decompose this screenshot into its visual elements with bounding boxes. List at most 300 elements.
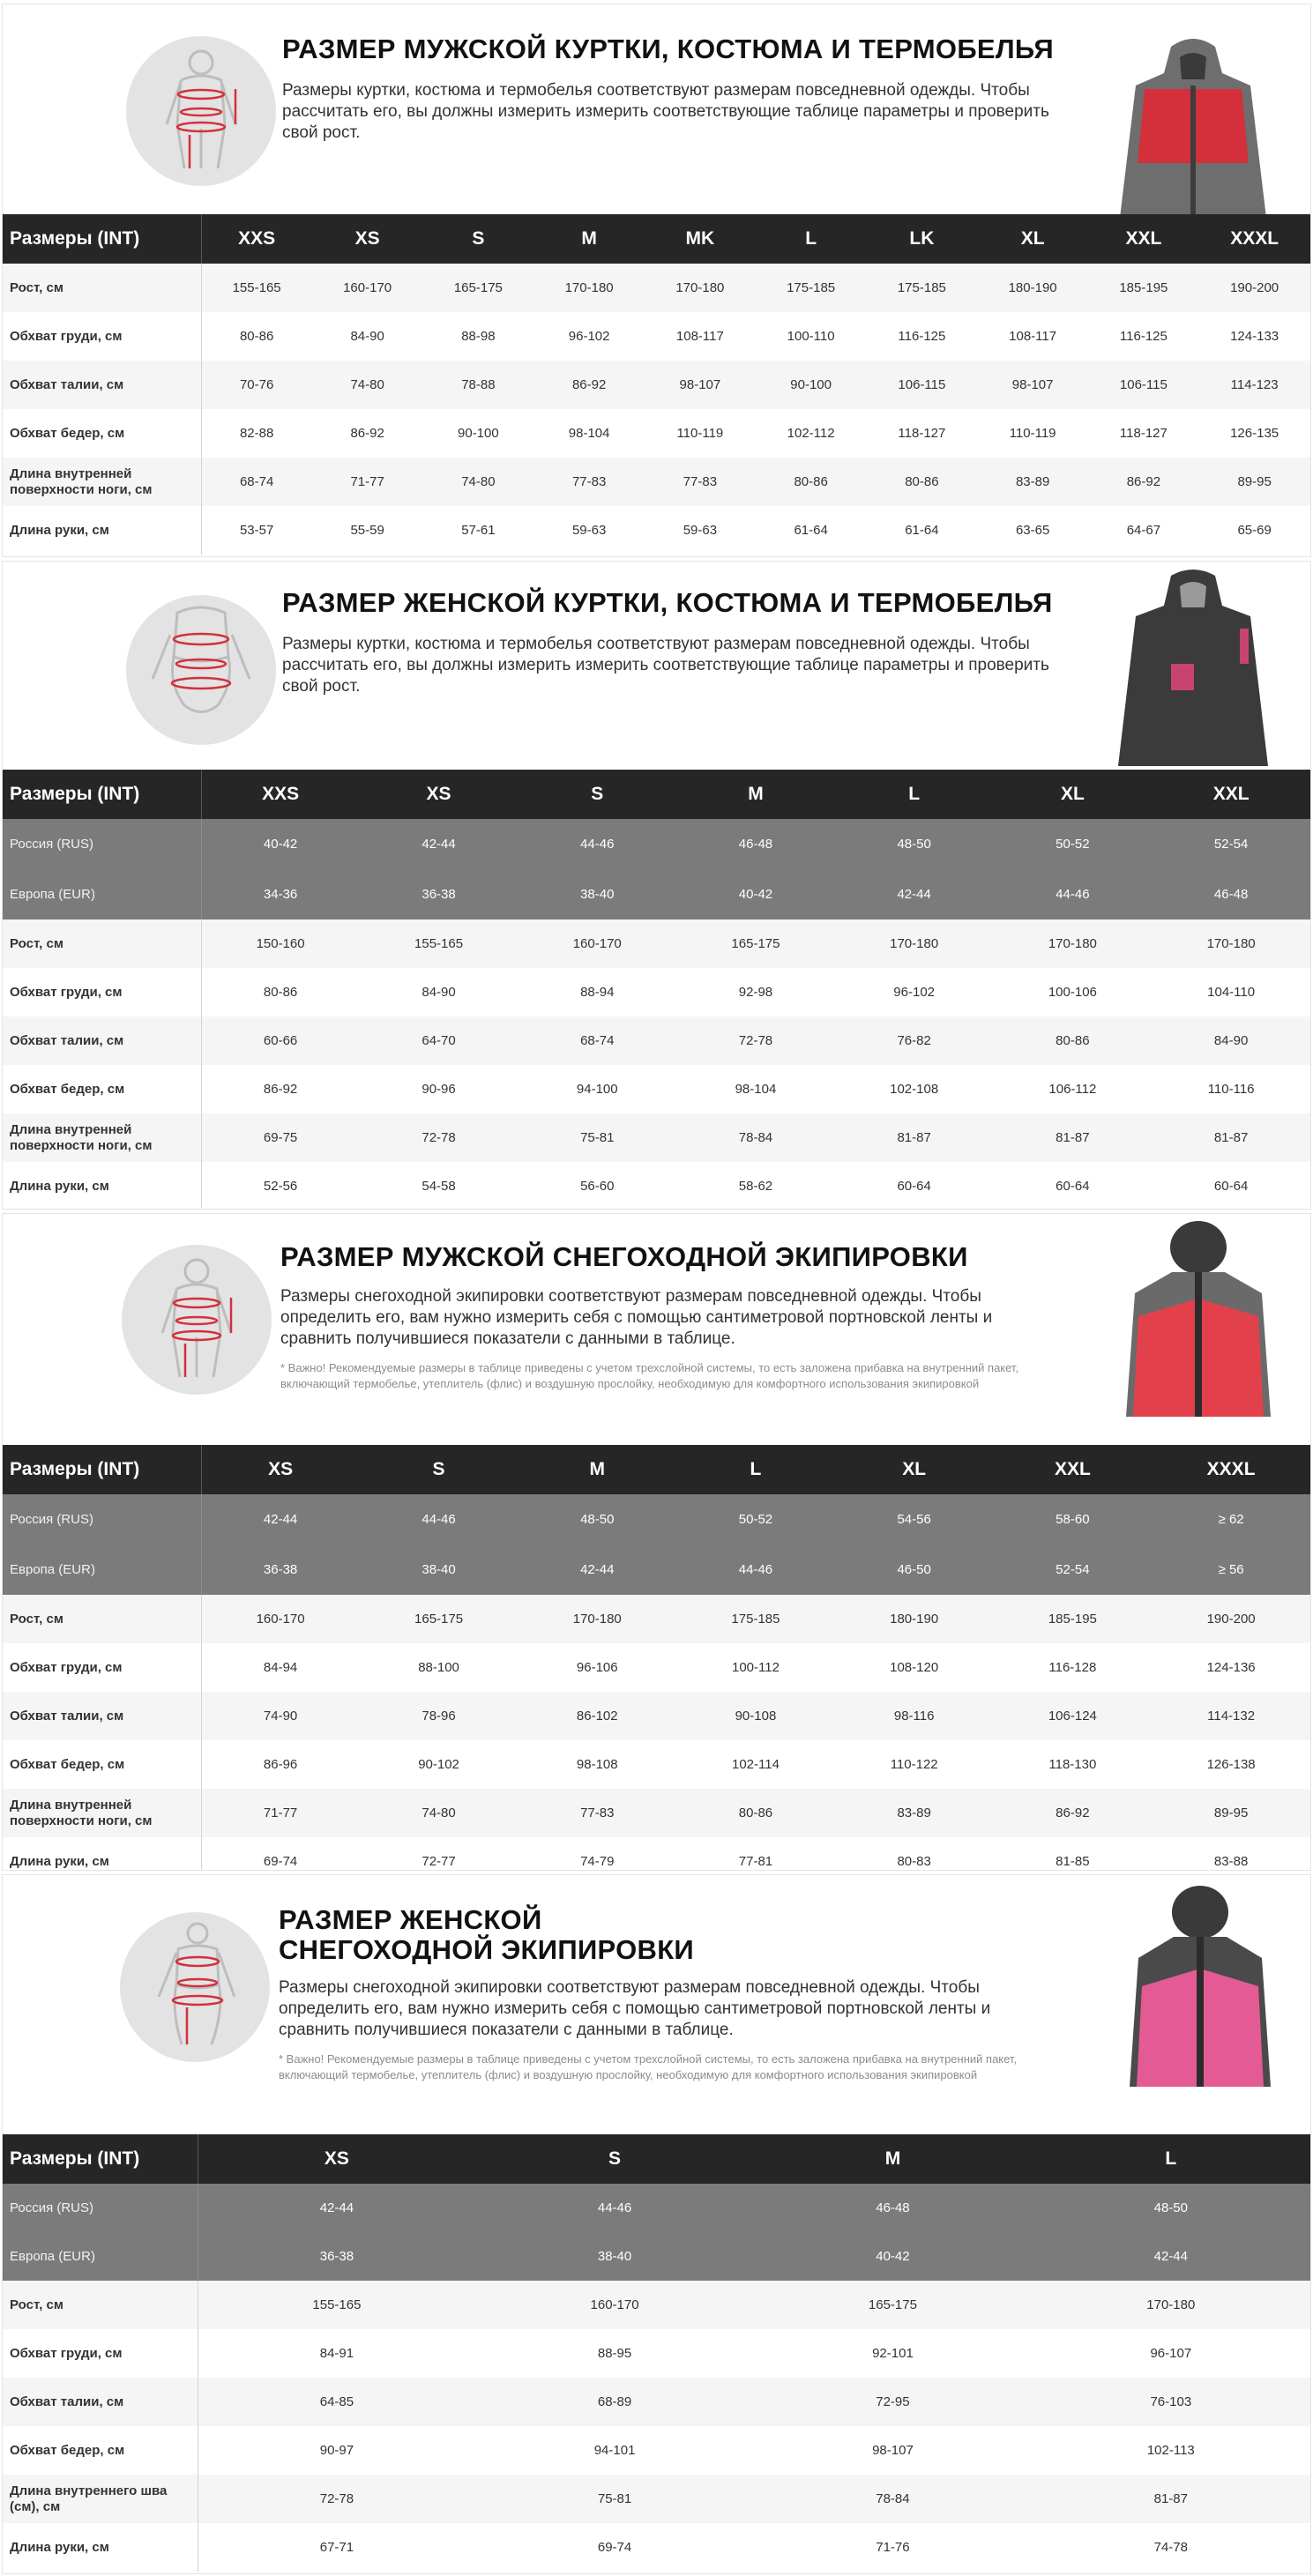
table-cell: 64-67 (1126, 523, 1161, 538)
table-cell: 190-200 (1199, 264, 1310, 312)
table-cell: 106-112 (1048, 1082, 1097, 1097)
table-cell: 110-122 (890, 1757, 938, 1772)
table-cell: 55-59 (350, 523, 384, 538)
size-header-cell: XXL (1152, 770, 1310, 819)
table-cell: 108-120 (890, 1660, 939, 1675)
table-cell: 48-50 (835, 819, 994, 869)
table-cell: 102-113 (1146, 2443, 1195, 2458)
table-cell: 170-180 (1032, 2281, 1309, 2329)
size-header-cell: XL (994, 770, 1153, 819)
table-cell: 71-77 (201, 1789, 360, 1837)
table-row (3, 2329, 1310, 2378)
table-row (3, 2426, 1310, 2475)
table-cell: 44-46 (994, 869, 1153, 919)
table-cell: 78-88 (423, 361, 534, 409)
table-cell: 86-92 (533, 361, 645, 409)
table-row (3, 1692, 1310, 1740)
table-cell: 42-44 (835, 869, 994, 919)
table-cell: 70-76 (201, 361, 312, 409)
table-cell: 86-92 (263, 1082, 298, 1097)
row-label: Длина внутренней поверхности ноги, см (3, 458, 201, 506)
table-cell: 82-88 (239, 426, 274, 441)
table-cell: 106-115 (867, 361, 978, 409)
table-cell: 44-46 (360, 1494, 518, 1545)
table-cell: 61-64 (794, 523, 828, 538)
table-cell: 155-165 (201, 264, 312, 312)
table-cell: 46-48 (676, 819, 835, 869)
table-cell: 118-127 (898, 426, 946, 441)
table-cell: 44-46 (676, 1545, 835, 1595)
size-header-cell: M (533, 214, 645, 264)
table-cell: 74-90 (201, 1692, 360, 1740)
table-cell: 92-101 (872, 2346, 914, 2361)
title-line: РАЗМЕР МУЖСКОЙ СНЕГОХОДНОЙ ЭКИПИРОВКИ (280, 1241, 968, 1272)
table-cell: 94-101 (593, 2443, 636, 2458)
section-note: * Важно! Рекомендуемые размеры в таблице приведены с учетом трехслойной системы, то есть заложена прибавка на внутренний пакет, включающий термобелье, утеплитель (флис) и воздушную прослойку, необходимую для комфортного использования экипировкой (280, 1361, 1019, 1390)
table-cell: 96-107 (1150, 2346, 1192, 2361)
table-cell: 76-103 (1032, 2378, 1309, 2426)
size-header-cell: L (1032, 2134, 1309, 2184)
table-cell: 69-74 (597, 2540, 632, 2555)
table-cell: 81-85 (1056, 1854, 1090, 1869)
title-line: РАЗМЕР МУЖСКОЙ КУРТКИ, КОСТЮМА И ТЕРМОБЕЛЬЯ (282, 34, 1054, 64)
table-row (3, 1837, 1310, 1871)
row-label: Длина руки, см (3, 2523, 198, 2572)
table-cell: 150-160 (201, 919, 360, 968)
table-cell: 48-50 (518, 1494, 676, 1545)
size-header-cell: XS (312, 214, 423, 264)
table-cell: 36-38 (201, 1545, 360, 1595)
table-cell: 69-75 (201, 1113, 360, 1162)
table-cell: 67-71 (319, 2540, 354, 2555)
section-title (282, 588, 1164, 618)
table-cell: 58-62 (738, 1179, 773, 1194)
table-cell: 74-80 (360, 1789, 518, 1837)
table-cell: 76-82 (835, 1016, 994, 1065)
table-cell: 77-83 (518, 1789, 676, 1837)
table-cell: 48-50 (1032, 2184, 1309, 2232)
table-row (3, 1595, 1310, 1643)
table-cell: ≥ 56 (1152, 1545, 1310, 1595)
table-cell: 36-38 (360, 869, 518, 919)
table-cell: 77-83 (645, 458, 756, 506)
table-row (3, 2378, 1310, 2426)
table-cell: 96-102 (893, 985, 936, 1000)
size-header-row (3, 770, 1310, 819)
row-label: Длина внутреннего шва (см), см (3, 2475, 198, 2523)
size-header-cell: XL (977, 214, 1088, 264)
female-figure-icon (126, 595, 276, 745)
table-cell: 114-123 (1199, 361, 1310, 409)
table-row (3, 1643, 1310, 1692)
table-row (3, 1065, 1310, 1113)
table-cell: 104-110 (1207, 985, 1256, 1000)
size-section-men-snowmobile (2, 1213, 1311, 1871)
table-cell: 175-185 (756, 264, 867, 312)
table-cell: 80-86 (239, 329, 274, 344)
size-header-cell: LK (867, 214, 978, 264)
table-row (3, 1740, 1310, 1789)
table-cell: 60-64 (897, 1179, 931, 1194)
size-header-cell: XXL (1088, 214, 1199, 264)
table-cell: 190-200 (1152, 1595, 1310, 1643)
table-cell: 106-115 (1088, 361, 1199, 409)
title-line: СНЕГОХОДНОЙ ЭКИПИРОВКИ (279, 1934, 694, 1965)
table-cell: 68-74 (518, 1016, 676, 1065)
red-snowmobile-jacket-image (1121, 1219, 1276, 1417)
table-cell: 180-190 (835, 1595, 994, 1643)
table-cell: 40-42 (676, 869, 835, 919)
section-title (282, 34, 1164, 64)
table-cell: 38-40 (518, 869, 676, 919)
table-cell: 170-180 (533, 264, 645, 312)
table-cell: 59-63 (571, 523, 607, 538)
table-cell: 72-95 (754, 2378, 1032, 2426)
row-label: Длина внутренней поверхности ноги, см (3, 1113, 201, 1162)
size-header-cell: M (676, 770, 835, 819)
pink-snowmobile-jacket-image (1123, 1882, 1278, 2087)
table-cell: 86-92 (994, 1789, 1153, 1837)
table-cell: 60-66 (201, 1016, 360, 1065)
table-cell: 80-86 (756, 458, 867, 506)
table-cell: 108-117 (1009, 329, 1057, 344)
table-cell: 77-81 (738, 1854, 773, 1869)
row-label: Европа (EUR) (3, 2232, 198, 2281)
table-cell: 84-90 (350, 329, 384, 344)
row-label: Рост, см (3, 919, 201, 968)
table-cell: 81-87 (994, 1113, 1153, 1162)
table-cell: 185-195 (994, 1595, 1153, 1643)
table-cell: 84-91 (319, 2346, 354, 2361)
section-intro (3, 1875, 1310, 2134)
country-row (3, 1545, 1310, 1595)
size-header-cell: XXS (201, 214, 312, 264)
size-header-cell: L (756, 214, 867, 264)
table-cell: 102-114 (731, 1757, 780, 1772)
section-description: Размеры куртки, костюма и термобелья соответствуют размерам повседневной одежды. Чтобы рассчитать его, вы должны измерить измерить соответствующие таблице параметры и проверить свой рост. (282, 81, 1049, 142)
black-jacket-image (1109, 567, 1277, 766)
table-cell: 68-74 (201, 458, 312, 506)
table-cell: 86-92 (350, 426, 384, 441)
table-cell: 98-107 (645, 361, 756, 409)
table-cell: 175-185 (676, 1595, 835, 1643)
table-cell: 83-89 (977, 458, 1088, 506)
table-row (3, 2475, 1310, 2523)
table-row (3, 2281, 1310, 2329)
red-jacket-image (1109, 31, 1277, 218)
size-header-cell: XXS (201, 770, 360, 819)
table-cell: 108-117 (675, 329, 724, 344)
table-cell: 60-64 (1213, 1179, 1249, 1194)
table-cell: 170-180 (518, 1595, 676, 1643)
table-row (3, 2523, 1310, 2572)
table-cell: 74-79 (580, 1854, 615, 1869)
table-cell: 170-180 (645, 264, 756, 312)
table-cell: 90-97 (319, 2443, 354, 2458)
title-line: РАЗМЕР ЖЕНСКОЙ (279, 1904, 542, 1935)
table-cell: 64-70 (360, 1016, 518, 1065)
table-cell: 77-83 (533, 458, 645, 506)
table-cell: 52-56 (263, 1179, 298, 1194)
table-cell: 84-94 (263, 1660, 298, 1675)
table-cell: 126-135 (1230, 426, 1279, 441)
table-cell: 165-175 (423, 264, 534, 312)
table-cell: 83-89 (835, 1789, 994, 1837)
size-table (3, 214, 1310, 555)
table-cell: 94-100 (576, 1082, 618, 1097)
size-header-row (3, 2134, 1310, 2184)
table-cell: 74-78 (1153, 2540, 1188, 2555)
table-cell: 88-94 (580, 985, 615, 1000)
table-cell: 78-84 (754, 2475, 1032, 2523)
table-cell: 42-44 (360, 819, 518, 869)
table-cell: 65-69 (1237, 523, 1272, 538)
table-row (3, 1789, 1310, 1837)
table-cell: 155-165 (360, 919, 518, 968)
male-figure-icon (122, 1245, 272, 1395)
section-intro (3, 1214, 1310, 1445)
table-cell: 42-44 (201, 1494, 360, 1545)
table-cell: 81-87 (835, 1113, 994, 1162)
table-cell: 110-116 (1207, 1082, 1255, 1097)
header-label: Размеры (INT) (3, 1445, 201, 1494)
row-label: Обхват талии, см (3, 2378, 198, 2426)
table-cell: 42-44 (198, 2184, 475, 2232)
table-cell: 56-60 (580, 1179, 615, 1194)
table-cell: 58-60 (994, 1494, 1153, 1545)
table-cell: 46-48 (1152, 869, 1310, 919)
section-title (279, 1905, 1072, 1965)
table-cell: 54-56 (835, 1494, 994, 1545)
table-cell: 118-127 (1119, 426, 1168, 441)
section-description: Размеры снегоходной экипировки соответствуют размерам повседневной одежды. Чтобы определить его, вам нужно измерить себя с помощью сантиметровой портновской ленты и сравнить получившиеся показатели с данными в таблице. (280, 1287, 993, 1348)
size-header-cell: S (475, 2134, 753, 2184)
section-description: Размеры снегоходной экипировки соответствуют размерам повседневной одежды. Чтобы определить его, вам нужно измерить себя с помощью сантиметровой портновской ленты и сравнить получившиеся показатели с данными в таблице. (279, 1978, 991, 2039)
row-label: Рост, см (3, 1595, 201, 1643)
table-cell: 90-102 (418, 1757, 459, 1772)
table-cell: 80-86 (867, 458, 978, 506)
table-cell: 102-108 (890, 1082, 939, 1097)
header-label: Размеры (INT) (3, 2134, 198, 2184)
size-table (3, 1445, 1310, 1871)
table-cell: 81-87 (1152, 1113, 1310, 1162)
table-cell: 114-132 (1152, 1692, 1310, 1740)
row-label: Рост, см (3, 2281, 198, 2329)
table-cell: 98-107 (977, 361, 1088, 409)
table-cell: 170-180 (835, 919, 994, 968)
female-figure-icon (120, 1912, 270, 2062)
table-row (3, 458, 1310, 506)
row-label: Обхват бедер, см (3, 409, 201, 458)
size-header-row (3, 1445, 1310, 1494)
table-cell: 185-195 (1088, 264, 1199, 312)
table-cell: 50-52 (676, 1494, 835, 1545)
table-cell: 40-42 (754, 2232, 1032, 2281)
table-cell: 57-61 (461, 523, 496, 538)
table-cell: 155-165 (198, 2281, 475, 2329)
table-cell: 78-84 (676, 1113, 835, 1162)
table-cell: 74-80 (312, 361, 423, 409)
row-label: Длина внутренней поверхности ноги, см (3, 1789, 201, 1837)
table-cell: 165-175 (360, 1595, 518, 1643)
table-cell: 80-86 (676, 1789, 835, 1837)
table-cell: 90-108 (676, 1692, 835, 1740)
table-cell: 53-57 (239, 523, 274, 538)
table-cell: 98-107 (872, 2443, 914, 2458)
table-cell: 88-95 (597, 2346, 632, 2361)
size-header-cell: M (518, 1445, 676, 1494)
table-cell: 72-77 (422, 1854, 456, 1869)
table-cell: 71-77 (312, 458, 423, 506)
row-label: Обхват груди, см (3, 312, 201, 361)
row-label: Обхват груди, см (3, 1643, 201, 1692)
size-header-cell: L (676, 1445, 835, 1494)
size-header-cell: XL (835, 1445, 994, 1494)
country-row (3, 819, 1310, 869)
table-cell: 88-98 (461, 329, 496, 344)
table-cell: 124-133 (1230, 329, 1279, 344)
table-cell: 116-125 (1119, 329, 1168, 344)
table-cell: 89-95 (1199, 458, 1310, 506)
table-cell: 81-87 (1032, 2475, 1309, 2523)
table-cell: 89-95 (1152, 1789, 1310, 1837)
row-label: Обхват талии, см (3, 1016, 201, 1065)
table-cell: 165-175 (754, 2281, 1032, 2329)
table-cell: 84-90 (422, 985, 456, 1000)
table-cell: 98-104 (735, 1082, 777, 1097)
table-cell: 160-170 (475, 2281, 753, 2329)
table-cell: 110-119 (676, 426, 724, 441)
table-row (3, 409, 1310, 458)
table-cell: 102-112 (787, 426, 835, 441)
table-cell: 60-64 (1056, 1179, 1090, 1194)
table-cell: 90-96 (422, 1082, 456, 1097)
section-title (280, 1242, 1162, 1272)
table-cell: 38-40 (475, 2232, 753, 2281)
table-cell: 170-180 (1152, 919, 1310, 968)
table-cell: 180-190 (977, 264, 1088, 312)
size-header-cell: S (360, 1445, 518, 1494)
table-cell: 118-130 (1048, 1757, 1097, 1772)
table-cell: 98-104 (568, 426, 610, 441)
title-line: РАЗМЕР ЖЕНСКОЙ КУРТКИ, КОСТЮМА И ТЕРМОБЕЛЬЯ (282, 587, 1053, 618)
table-cell: 61-64 (905, 523, 939, 538)
table-cell: 59-63 (683, 523, 718, 538)
size-header-cell: MK (645, 214, 756, 264)
table-cell: 110-119 (1009, 426, 1056, 441)
table-cell: 106-124 (994, 1692, 1153, 1740)
table-cell: 88-100 (418, 1660, 459, 1675)
table-cell: 160-170 (201, 1595, 360, 1643)
header-label: Размеры (INT) (3, 214, 201, 264)
size-header-cell: XXL (994, 1445, 1153, 1494)
table-cell: 42-44 (1032, 2232, 1309, 2281)
table-cell: 83-88 (1213, 1854, 1249, 1869)
table-cell: 100-106 (1048, 985, 1097, 1000)
size-table (3, 770, 1310, 1210)
size-header-cell: L (835, 770, 994, 819)
table-cell: 78-96 (360, 1692, 518, 1740)
table-cell: 126-138 (1206, 1757, 1256, 1772)
table-cell: 170-180 (994, 919, 1153, 968)
table-cell: 34-36 (201, 869, 360, 919)
table-cell: 86-92 (1088, 458, 1199, 506)
row-label: Россия (RUS) (3, 2184, 198, 2232)
table-cell: 84-90 (1152, 1016, 1310, 1065)
table-cell: 52-54 (1152, 819, 1310, 869)
size-header-cell: XS (360, 770, 518, 819)
table-cell: 36-38 (198, 2232, 475, 2281)
table-row (3, 1113, 1310, 1162)
table-cell: 96-106 (576, 1660, 618, 1675)
size-header-row (3, 214, 1310, 264)
size-header-cell: XXXL (1199, 214, 1310, 264)
table-cell: 50-52 (994, 819, 1153, 869)
table-row (3, 919, 1310, 968)
row-label: Европа (EUR) (3, 869, 201, 919)
table-cell: 100-110 (787, 329, 835, 344)
table-cell: 69-74 (263, 1854, 298, 1869)
table-cell: 40-42 (201, 819, 360, 869)
row-label: Рост, см (3, 264, 201, 312)
table-row (3, 312, 1310, 361)
table-cell: 64-85 (198, 2378, 475, 2426)
row-label: Длина руки, см (3, 1162, 201, 1210)
table-cell: 38-40 (360, 1545, 518, 1595)
row-label: Обхват бедер, см (3, 1740, 201, 1789)
size-section-women-snowmobile (2, 1874, 1311, 2574)
table-row (3, 506, 1310, 555)
row-label: Обхват груди, см (3, 968, 201, 1016)
row-label: Россия (RUS) (3, 1494, 201, 1545)
size-header-cell: S (518, 770, 676, 819)
table-cell: 80-83 (897, 1854, 931, 1869)
table-cell: 71-76 (876, 2540, 910, 2555)
section-intro (3, 562, 1310, 770)
table-cell: 68-89 (475, 2378, 753, 2426)
row-label: Обхват бедер, см (3, 1065, 201, 1113)
table-cell: ≥ 62 (1152, 1494, 1310, 1545)
table-cell: 90-100 (756, 361, 867, 409)
size-header-cell: XS (201, 1445, 360, 1494)
table-cell: 44-46 (475, 2184, 753, 2232)
table-cell: 86-96 (263, 1757, 298, 1772)
size-table (3, 2134, 1310, 2572)
table-cell: 44-46 (518, 819, 676, 869)
country-row (3, 2184, 1310, 2232)
table-cell: 80-86 (263, 985, 298, 1000)
row-label: Длина руки, см (3, 506, 201, 555)
size-header-cell: XS (198, 2134, 475, 2184)
table-row (3, 264, 1310, 312)
row-label: Обхват талии, см (3, 361, 201, 409)
table-cell: 96-102 (568, 329, 610, 344)
table-cell: 116-125 (898, 329, 946, 344)
table-cell: 98-108 (576, 1757, 618, 1772)
table-cell: 42-44 (518, 1545, 676, 1595)
size-section-men-jacket (2, 4, 1311, 557)
table-cell: 72-78 (198, 2475, 475, 2523)
row-label: Обхват груди, см (3, 2329, 198, 2378)
size-header-cell: S (423, 214, 534, 264)
table-cell: 160-170 (518, 919, 676, 968)
table-cell: 74-80 (423, 458, 534, 506)
table-cell: 72-78 (360, 1113, 518, 1162)
table-cell: 165-175 (676, 919, 835, 968)
male-figure-icon (126, 36, 276, 186)
country-row (3, 2232, 1310, 2281)
size-header-cell: M (754, 2134, 1032, 2184)
